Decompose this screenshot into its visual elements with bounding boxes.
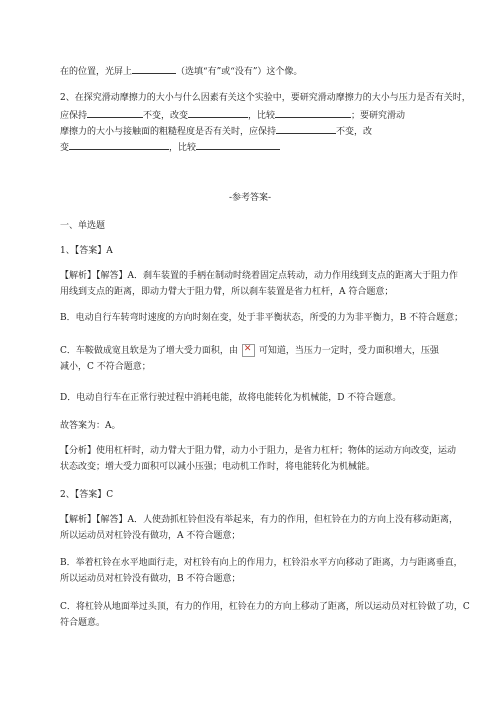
- q2-text-d: ；要研究滑动: [351, 111, 406, 121]
- answer-1-option-c-line2: 减小，C 不符合题意；: [60, 362, 151, 372]
- q2-blank-1[interactable]: [87, 108, 143, 118]
- q2-blank-4[interactable]: [276, 124, 336, 134]
- broken-image-icon: [242, 344, 255, 357]
- answer-2-option-c-line2: 符合题意。: [60, 618, 106, 628]
- answer-1-summary-line1: 【分析】使用杠杆时，动力臂大于阻力臂，动力小于阻力，是省力杠杆；物体的运动方向改变，运动: [60, 446, 457, 456]
- q1-blank[interactable]: [132, 64, 176, 74]
- answer-2-option-a-line2: 所以运动员对杠铃没有做功，A 不符合题意；: [60, 531, 241, 541]
- q1-prefix: 在的位置，光屏上: [60, 67, 133, 77]
- q2-text-g: 变: [60, 143, 70, 153]
- q2-text-c: ，比较: [248, 111, 276, 121]
- answer-2-option-b-line1: B．举着杠铃在水平地面行走，对杠铃有向上的作用力，杠铃沿水平方向移动了距离，力与距离垂直，: [60, 558, 463, 568]
- q2-line4: [60, 140, 280, 154]
- option-c-text-a: C．车鞍做成宽且软是为了增大受力面积，由: [60, 346, 238, 356]
- answer-header: -参考答案-: [228, 193, 272, 203]
- answer-1-option-d: D．电动自行车在正常行驶过程中消耗电能，故将电能转化为机械能，D 不符合题意。: [60, 393, 402, 403]
- q1-end-line: [60, 64, 302, 78]
- section-title: 一、单选题: [60, 221, 106, 231]
- answer-1-option-b: B．电动自行车转弯时速度的方向时刻在变，处于非平衡状态，所受的力为非平衡力，B 不符合题意；: [60, 313, 464, 323]
- q2-line2: [60, 108, 405, 122]
- q1-suffix: （选填“有”或“没有”）这个像。: [176, 67, 303, 77]
- answer-2-option-a-line1: 【解析】【解答】A．人使劲抓杠铃但没有举起来，有力的作用，但杠铃在力的方向上没有移动距离，: [60, 515, 459, 525]
- q2-line3: [60, 124, 372, 138]
- answer-2-option-b-line2: 所以运动员对杠铃没有做功，B 不符合题意；: [60, 574, 241, 584]
- q2-blank-3[interactable]: [275, 108, 351, 118]
- answer-1-summary-line2: 状态改变；增大受力面积可以减小压强；电动机工作时，将电能转化为机械能。: [60, 462, 376, 472]
- q2-text-b: 不变，改变: [143, 111, 189, 121]
- q2-blank-5[interactable]: [69, 140, 169, 150]
- q2-text-a: 应保持: [60, 111, 88, 121]
- answer-1-conclusion: 故答案为：A。: [60, 421, 121, 431]
- answer-1-option-c-line1: [60, 344, 439, 357]
- q2-blank-6[interactable]: [196, 140, 280, 150]
- answer-1-analysis-line2: 用线到支点的距离，即动力臂大于阻力臂，所以刹车装置是省力杠杆，A 符合题意；: [60, 287, 394, 297]
- q2-line1: 2、在探究滑动摩擦力的大小与什么因素有关这个实验中，要研究滑动摩擦力的大小与压力是否有关时，: [60, 93, 471, 103]
- q2-blank-2[interactable]: [188, 108, 248, 118]
- answer-1-label: 1、【答案】A: [60, 246, 113, 256]
- q2-text-f: 不变，改: [336, 127, 373, 137]
- answer-1-analysis-line1: 【解析】【解答】A．刹车装置的手柄在制动时绕着固定点转动，动力作用线到支点的距离大于阻力作: [60, 271, 459, 281]
- q2-text-e: 摩擦力的大小与接触面的粗糙程度是否有关时，应保持: [60, 127, 277, 137]
- answer-2-option-c-line1: C．将杠铃从地面举过头顶，有力的作用，杠铃在力的方向上移动了距离，所以运动员对杠铃做了功，C: [60, 602, 470, 612]
- q2-text-h: ，比较: [169, 143, 197, 153]
- answer-2-label: 2、【答案】C: [60, 490, 114, 500]
- option-c-text-b: 可知道，当压力一定时，受力面积增大，压强: [258, 346, 439, 356]
